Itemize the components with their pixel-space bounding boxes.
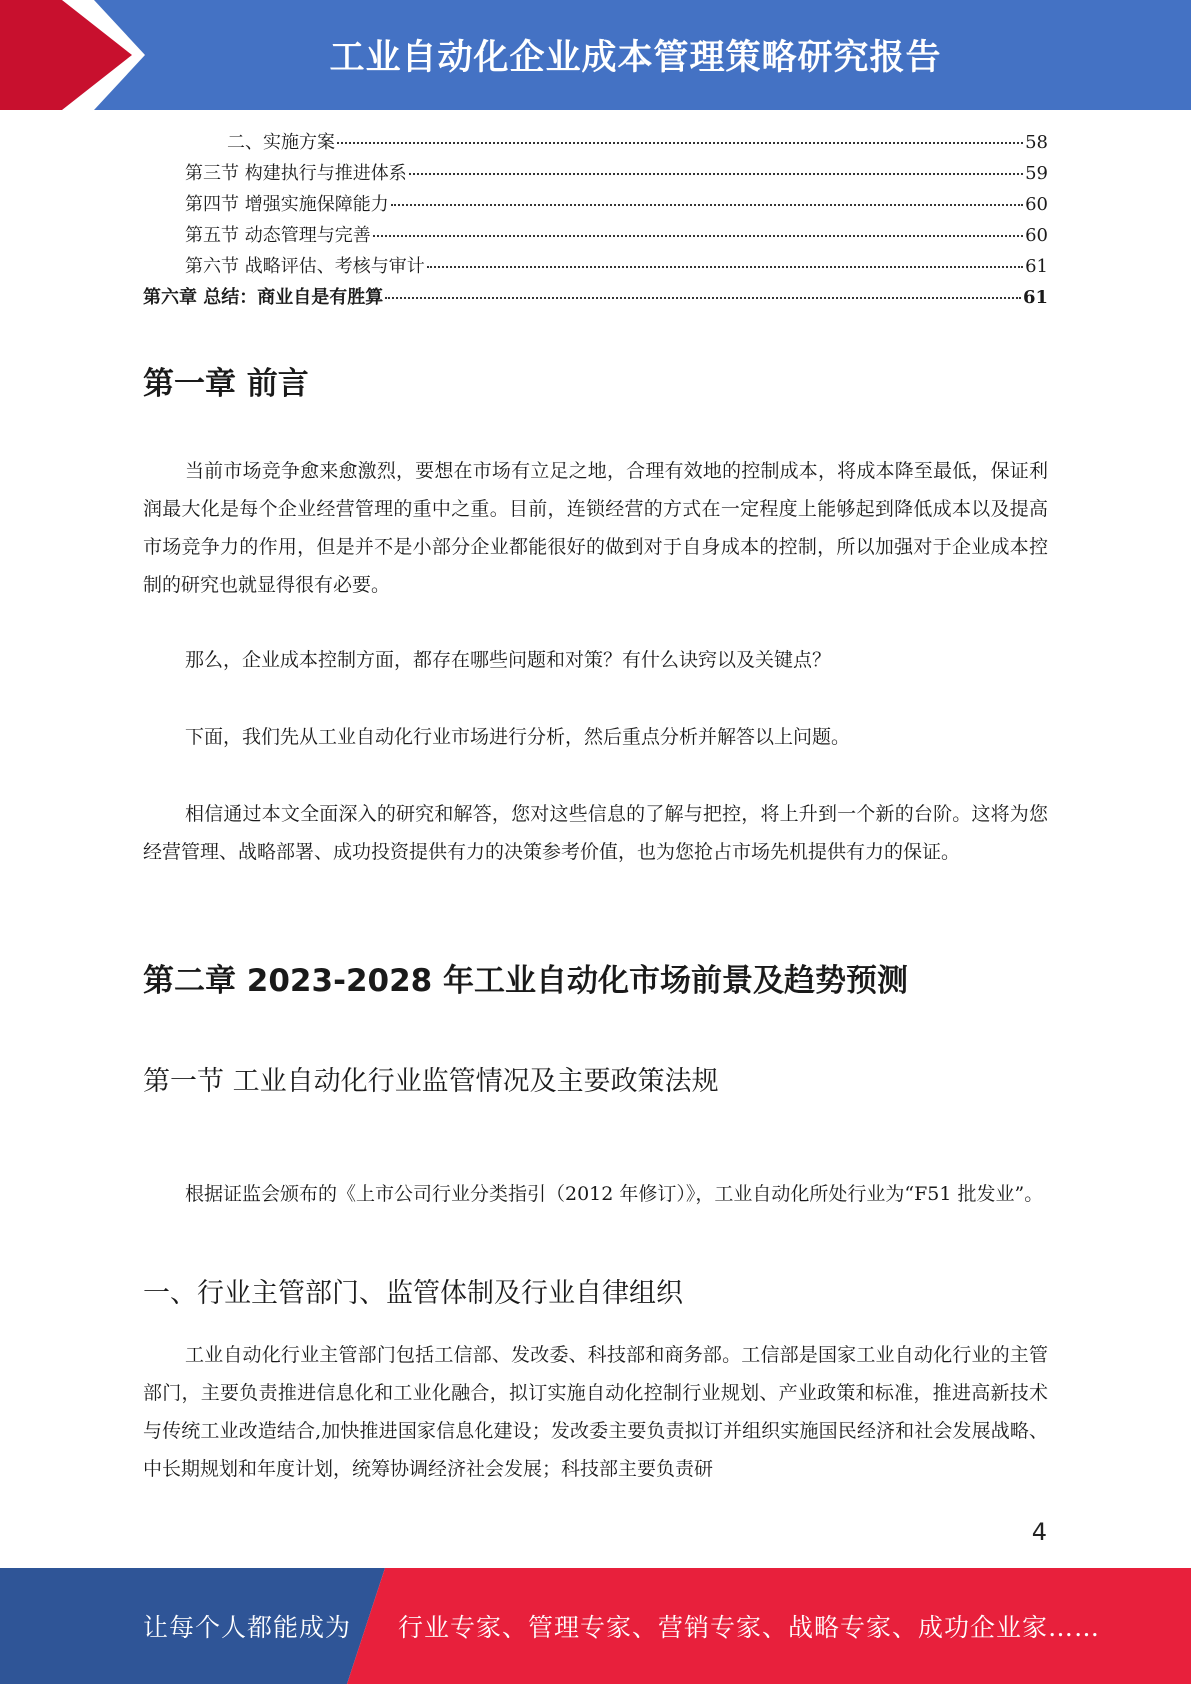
chapter-1-heading: 第一章 前言 [143,366,309,402]
chapter-2-heading: 第二章 2023-2028 年工业自动化市场前景及趋势预测 [143,963,909,999]
toc-entry-title: 第六章 总结：商业自是有胜算 [143,287,384,308]
toc-entry-title: 第五节 动态管理与完善 [185,225,371,246]
toc-leader-dots [337,142,1023,144]
report-title: 工业自动化企业成本管理策略研究报告 [329,38,942,78]
toc-entry[interactable] [143,159,1048,190]
toc-entry-title: 二、实施方案 [227,132,335,153]
toc-leader-dots [373,235,1023,237]
chapter-1-paragraph-2: 那么，企业成本控制方面，都存在哪些问题和对策？有什么诀窍以及关键点？ [185,649,832,671]
footer-slogan-left: 让每个人都能成为 [143,1613,352,1642]
toc-entry-title: 第六节 战略评估、考核与审计 [185,256,425,277]
section-1-paragraph: 根据证监会颁布的《上市公司行业分类指引（2012 年修订）》，工业自动化所处行业为“F51 批发业”。 [185,1183,1044,1205]
subsection-1-heading: 一、行业主管部门、监管体制及行业自律组织 [143,1278,683,1309]
toc-leader-dots [391,204,1023,206]
page-footer [0,1568,1191,1684]
table-of-contents [143,128,1048,314]
toc-entry-chapter[interactable] [143,283,1048,314]
toc-entry-page: 60 [1025,225,1048,246]
toc-entry-page: 58 [1025,132,1048,153]
toc-entry[interactable] [143,190,1048,221]
subsection-1-paragraph: 工业自动化行业主管部门包括工信部、发改委、科技部和商务部。工信部是国家工业自动化行业的主管部门，主要负责推进信息化和工业化融合，拟订实施自动化控制行业规划、产业政策和标准，推进高新技术与传统工业改造结合,加快推进国家信息化建设；发改委主要负责拟订并组织实施国民经济和社会发展战略、中长期规划和年度计划，统筹协调经济社会发展；科技部主要负责研 [143,1344,1048,1480]
toc-entry[interactable] [143,252,1048,283]
toc-entry-page: 60 [1025,194,1048,215]
toc-leader-dots [409,173,1023,175]
chapter-1-paragraph-3: 下面，我们先从工业自动化行业市场进行分析，然后重点分析并解答以上问题。 [185,726,851,748]
chapter-1-paragraph-4: 相信通过本文全面深入的研究和解答，您对这些信息的了解与把控，将上升到一个新的台阶。这将为您经营管理、战略部署、成功投资提供有力的决策参考价值，也为您抢占市场先机提供有力的保证。 [143,803,1048,863]
section-1-heading: 第一节 工业自动化行业监管情况及主要政策法规 [143,1066,719,1097]
toc-leader-dots [427,266,1023,268]
toc-leader-dots [385,297,1021,299]
toc-entry[interactable] [143,128,1048,159]
toc-entry-title: 第四节 增强实施保障能力 [185,194,389,215]
toc-entry-page: 61 [1025,256,1048,277]
page-number: 4 [1031,1518,1047,1546]
footer-slogan-right: 行业专家、管理专家、营销专家、战略专家、成功企业家…… [398,1613,1101,1642]
toc-entry-page: 59 [1025,163,1048,184]
toc-entry-title: 第三节 构建执行与推进体系 [185,163,407,184]
page-header [0,0,1191,110]
toc-entry-page: 61 [1022,287,1048,308]
toc-entry[interactable] [143,221,1048,252]
chapter-1-paragraph-1: 当前市场竞争愈来愈激烈，要想在市场有立足之地，合理有效地的控制成本，将成本降至最低，保证利润最大化是每个企业经营管理的重中之重。目前，连锁经营的方式在一定程度上能够起到降低成本以及提高市场竞争力的作用，但是并不是小部分企业都能很好的做到对于自身成本的控制，所以加强对于企业成本控制的研究也就显得很有必要。 [143,460,1048,596]
